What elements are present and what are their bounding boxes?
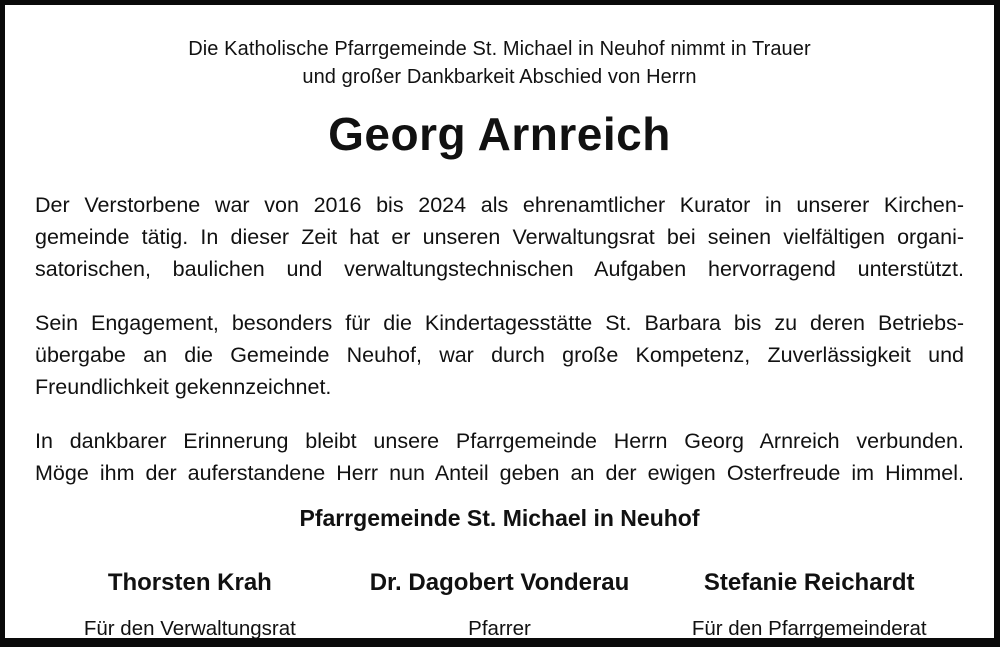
paragraph-line: Möge ihm der auferstandene Herr nun Anteil geben an der ewigen Osterfreude im Himmel. — [35, 461, 964, 485]
signatory-name: Stefanie Reichardt — [703, 569, 915, 596]
paragraph-line: Der Verstorbene war von 2016 bis 2024 als ehrenamtlicher Kurator in unserer Kirchen- — [35, 193, 964, 217]
paragraph-line: In dankbarer Erinnerung bleibt unsere Pfarrgemeinde Herrn Georg Arnreich verbunden. — [35, 429, 964, 453]
paragraph-line: satorischen, baulichen und verwaltungstechnischen Aufgaben hervorragend unterstützt. — [35, 257, 964, 281]
signatory-name: Dr. Dagobert Vonderau — [369, 569, 630, 596]
signatory — [35, 569, 345, 640]
paragraph — [35, 307, 964, 403]
paragraph-line: Freundlichkeit gekennzeichnet. — [35, 375, 332, 399]
signatory-name: Thorsten Krah — [107, 569, 272, 596]
signatory-role: Pfarrer — [468, 617, 531, 640]
signatory — [345, 569, 655, 640]
organization-name: Pfarrgemeinde St. Michael in Neuhof — [299, 505, 700, 531]
signatory-role: Für den Verwaltungsrat — [83, 617, 296, 640]
paragraph-line: Sein Engagement, besonders für die Kindertagesstätte St. Barbara bis zu deren Betriebs- — [35, 311, 964, 335]
paragraph — [35, 425, 964, 489]
signatory-role: Für den Pfarrgemeinderat — [691, 617, 927, 640]
header-line-1: Die Katholische Pfarrgemeinde St. Michael in Neuhof nimmt in Trauer — [188, 38, 811, 60]
paragraph-line: übergabe an die Gemeinde Neuhof, war durch große Kompetenz, Zuverlässigkeit und — [35, 343, 964, 367]
signatory — [654, 569, 964, 640]
header-line-2: und großer Dankbarkeit Abschied von Herrn — [302, 66, 697, 88]
paragraph — [35, 189, 964, 285]
signatures-row — [35, 569, 964, 640]
deceased-name: Georg Arnreich — [328, 108, 671, 160]
paragraph-line: gemeinde tätig. In dieser Zeit hat er unseren Verwaltungsrat bei seinen vielfältigen organi- — [35, 225, 964, 249]
